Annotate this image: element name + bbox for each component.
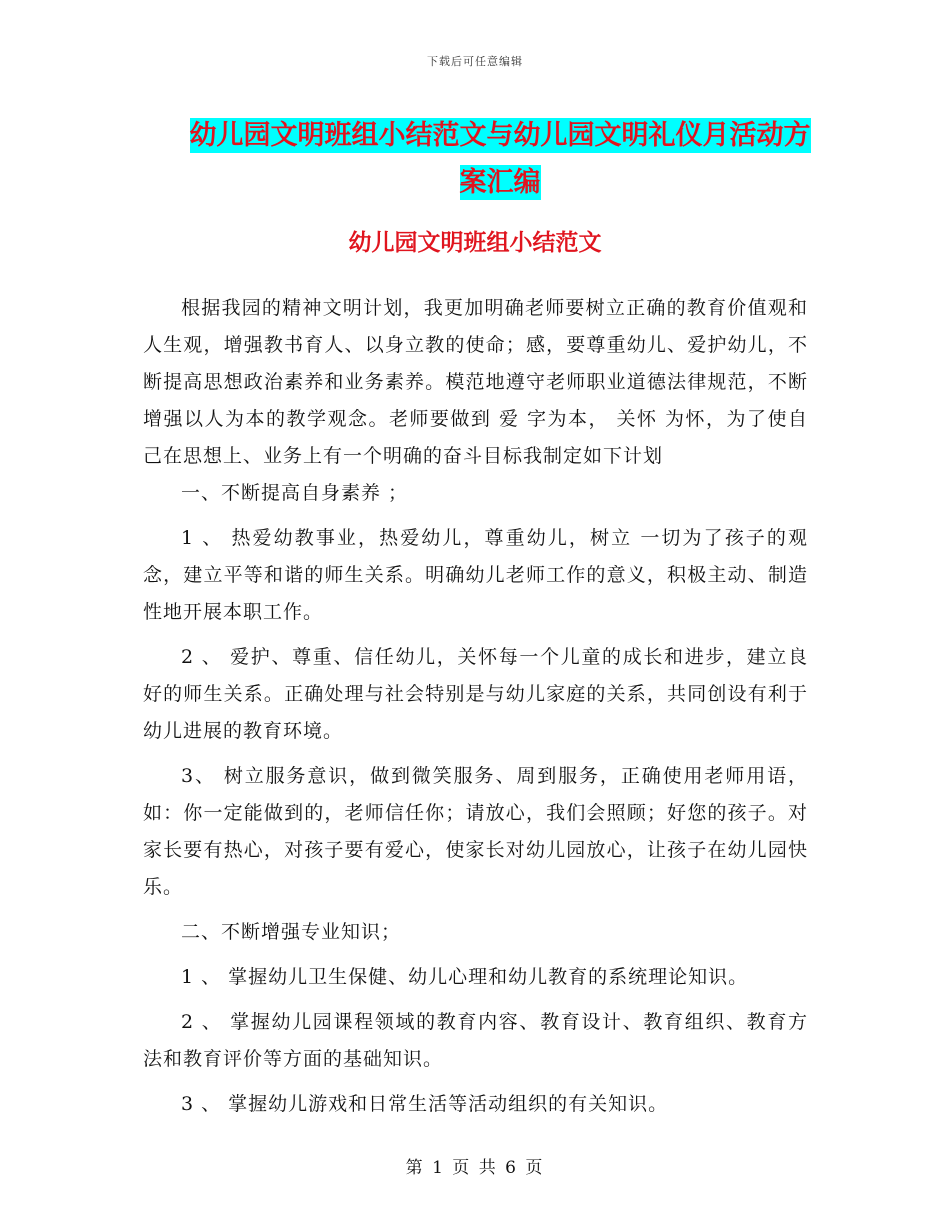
body-paragraph-2-3: 3 、 掌握幼儿游戏和日常生活等活动组织的有关知识。 [181,1093,669,1115]
body-paragraph-2-1: 1 、 掌握幼儿卫生保健、幼儿心理和幼儿教育的系统理论知识。 [181,966,749,988]
body-paragraph-intro: 根据我园的精神文明计划，我更加明确老师要树立正确的教育价值观和人生观，增强教书育人、以身立教的使命；感，要尊重幼儿、爱护幼儿，不断提高思想政治素养和业务素养。模范地遵守老师职业道德法律规范，不断增强以人为本的教学观念。老师要做到 爱 字为本， 关怀 为怀，为了使自己在思想上、业务上有一个明确的奋斗目标我制定如下计划 [143,297,808,467]
body-paragraph-2-2: 2 、 掌握幼儿园课程领域的教育内容、教育设计、教育组织、教育方法和教育评价等方面的基础知识。 [143,1011,808,1070]
document-title-line-2: 案汇编 [459,167,541,198]
body-heading-one: 一、不断提高自身素养 ； [181,482,409,504]
body-paragraph-1-3: 3、 树立服务意识，做到微笑服务、周到服务，正确使用老师用语，如：你一定能做到的，老师信任你；请放心，我们会照顾；好您的孩子。对家长要有热心，对孩子要有爱心，使家长对幼儿园放心，让孩子在幼儿园快乐。 [143,765,808,898]
document-title [150,112,850,206]
page-number-footer: 第 1 页 共 6 页 [405,1158,545,1178]
body-paragraph-1-1: 1 、 热爱幼教事业，热爱幼儿，尊重幼儿，树立 一切为了孩子的观念，建立平等和谐的师生关系。明确幼儿老师工作的意义，积极主动、制造性地开展本职工作。 [143,527,808,623]
body-paragraph-1-2: 2 、 爱护、尊重、信任幼儿，关怀每一个儿童的成长和进步，建立良好的师生关系。正确处理与社会特别是与幼儿家庭的关系，共同创设有利于幼儿进展的教育环境。 [143,646,808,742]
page-header-note: 下载后可任意编辑 [427,55,523,68]
section-title: 幼儿园文明班组小结范文 [348,229,602,256]
body-heading-two: 二、不断增强专业知识； [181,921,402,943]
document-title-line-1: 幼儿园文明班组小结范文与幼儿园文明礼仪月活动方 [189,120,811,151]
document-body [143,290,808,1123]
